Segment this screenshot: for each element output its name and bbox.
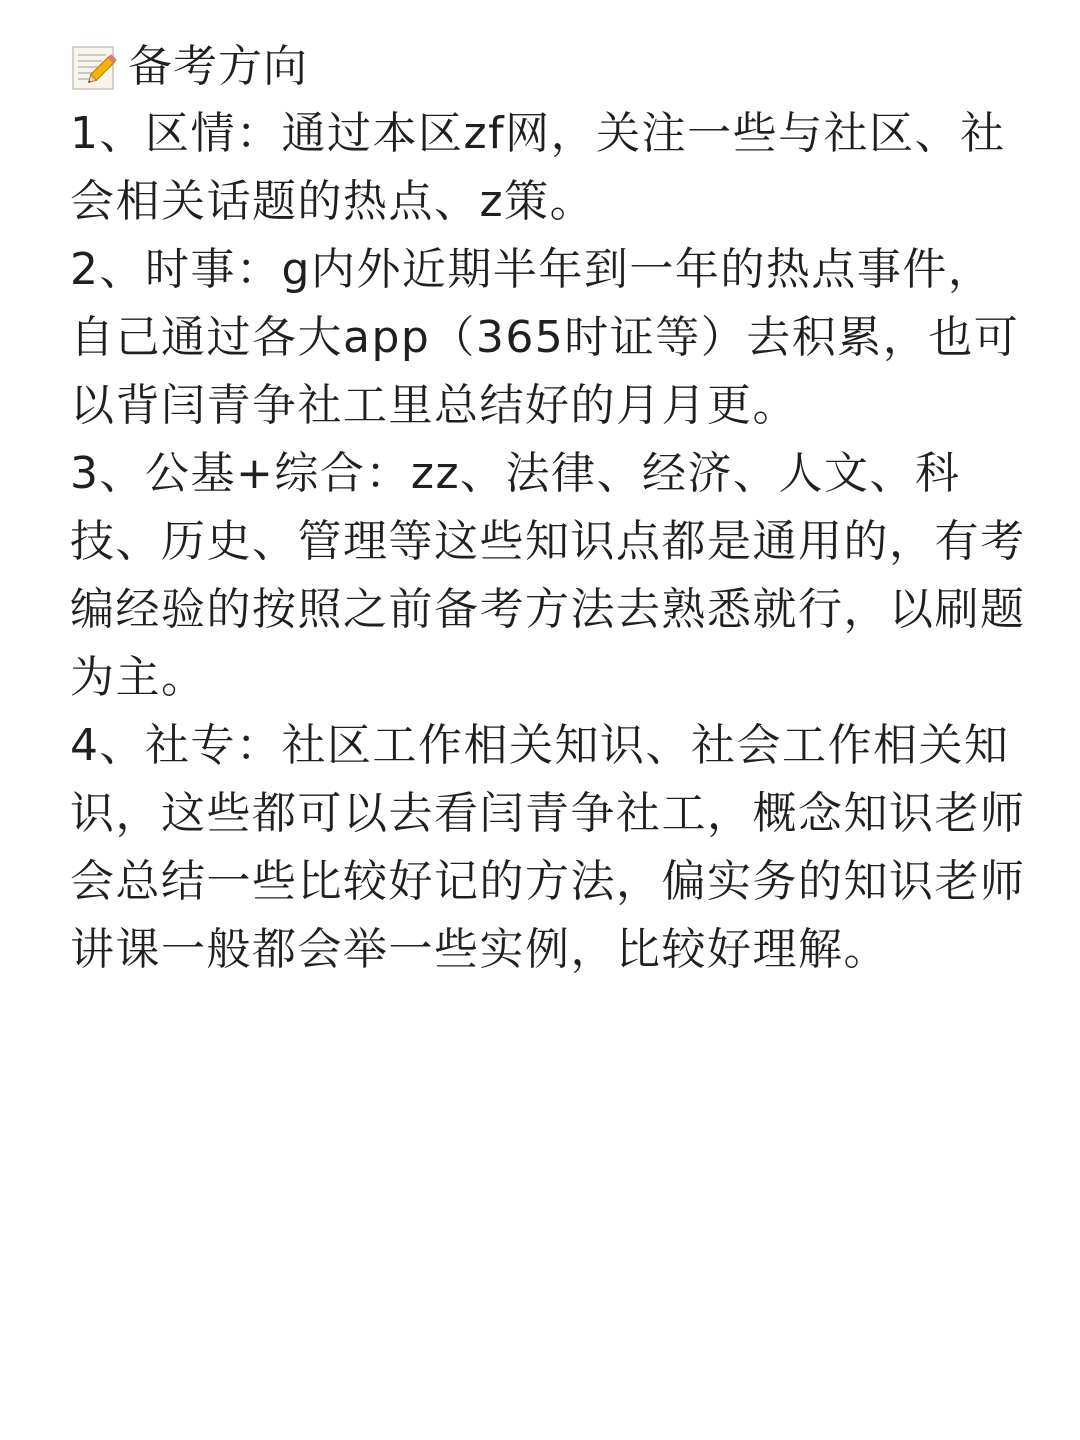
note-content <box>70 34 1030 984</box>
list-item: 2、时事：g内外近期半年到一年的热点事件，自己通过各大app（365时证等）去积累，也可以背闫青争社工里总结好的月月更。 <box>70 244 1020 431</box>
title-row <box>70 34 1030 100</box>
list-item: 1、区情：通过本区zf网，关注一些与社区、社会相关话题的热点、z策。 <box>70 108 1006 227</box>
list-item: 3、公基+综合：zz、法律、经济、人文、科技、历史、管理等这些知识点都是通用的，有考编经验的按照之前备考方法去熟悉就行，以刷题为主。 <box>70 448 1026 703</box>
note-title: 备考方向 <box>128 41 308 92</box>
list-item: 4、社专：社区工作相关知识、社会工作相关知识，这些都可以去看闫青争社工，概念知识老师会总结一些比较好记的方法，偏实务的知识老师讲课一般都会举一些实例，比较好理解。 <box>70 720 1026 975</box>
memo-icon <box>70 41 122 93</box>
